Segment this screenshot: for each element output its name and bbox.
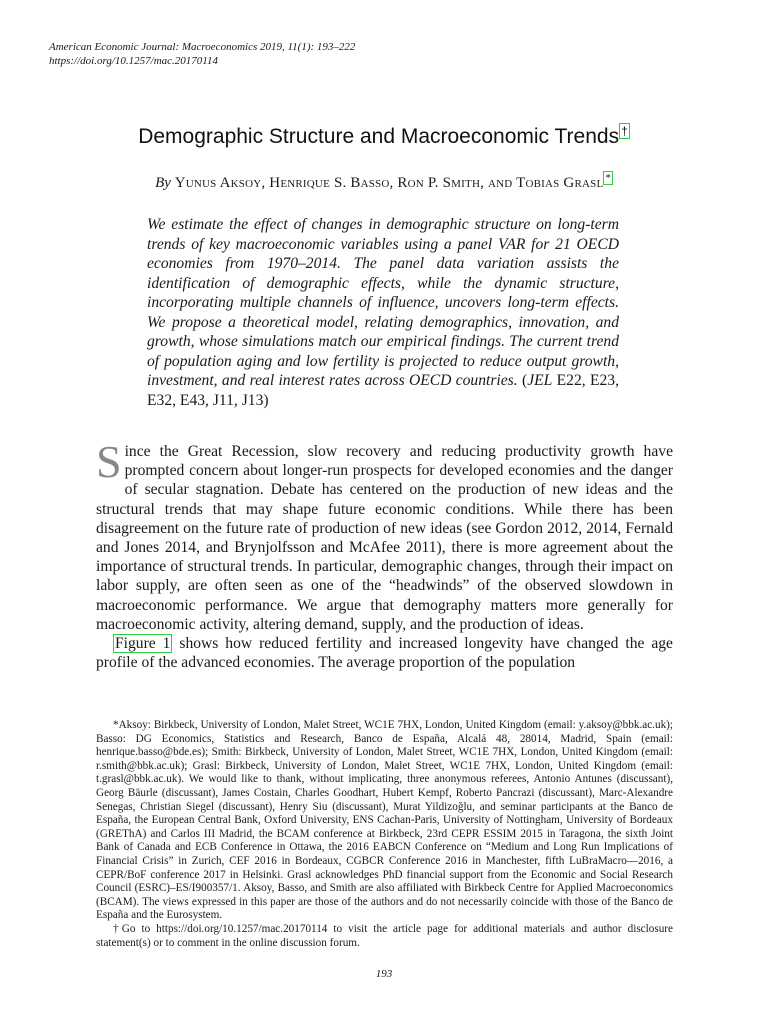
by-label: By [155, 175, 171, 191]
figure-1-link[interactable]: Figure 1 [115, 635, 171, 653]
paragraph-2 [96, 634, 673, 672]
drop-cap: S [96, 436, 122, 487]
paragraph-2-text: shows how reduced fertility and increased longevity have changed the age profile of the advanced economies. The average proportion of the population [96, 635, 673, 672]
abstract-text: We estimate the effect of changes in demographic structure on long-term trends of key macroeconomic variables using a panel VAR for 21 OECD economies from 1970–2014. The panel data variation assists the identification of demographic effects, while the dynamic structure, incorporating multiple channels of influence, uncovers long-term effects. We propose a theoretical model, relating demographics, innovation, and growth, whose simulations match our empirical findings. The current trend of population aging and low fertility is projected to reduce output growth, investment, and real interest rates across OECD countries. [147, 216, 619, 389]
abstract [147, 215, 619, 410]
doi-link[interactable]: https://doi.org/10.1257/mac.20170114 [49, 55, 218, 67]
jel-label: JEL [527, 372, 553, 389]
paragraph-1-text: ince the Great Recession, slow recovery and reducing productivity growth have prompted concern about longer-run prospects for developed economies and the danger of secular stagnation. Debate has centered on the production of new ideas and the structural trends that may shape future economic conditions. While there has been disagreement on the future rate of production of new ideas (see Gordon 2012, 2014, Fernald and Jones 2014, and Brynjolfsson and McAfee 2011), there is more agreement about the importance of structural trends. In particular, demographic changes, through their impact on labor supply, are often seen as one of the “headwinds” of the observed slowdown in macroeconomic performance. We argue that demography matters more generally for macroeconomic activity, altering demand, supply, and the production of ideas. [96, 443, 673, 633]
article-title [0, 124, 768, 149]
article-title-text: Demographic Structure and Macroeconomic Trends [138, 125, 620, 148]
journal-header [49, 40, 355, 68]
author-line [0, 172, 768, 192]
body-text [96, 436, 673, 672]
jel-codes: E22, E23, E32, E43, J11, J13) [147, 372, 619, 409]
author-footnote: *Aksoy: Birkbeck, University of London, Malet Street, WC1E 7HX, London, United Kingdom (email: y.aksoy@bbk.ac.uk); Basso: DG Economics, Statistics and Research, Banco de España, Alcalá 48, 28014, Madrid, Spain (email: henrique.basso@bde.es); Smith: Birkbeck, University of London, Malet Street, WC1E 7HX, London, United Kingdom (email: r.smith@bbk.ac.uk); Grasl: Birkbeck, University of London, Malet Street, WC1E 7HX, London, United Kingdom (email: t.grasl@bbk.ac.uk). We would like to thank, without implicating, three anonymous referees, Antonio Antunes (discussant), Georg Bäurle (discussant), James Costain, Charles Goodhart, Hubert Kempf, Roberto Pancrazi (discussant), Marc-Alexandre Senegas, Christian Siegel (discussant), Henry Siu (discussant), Murat Yildizoğlu, and seminar participants at the Banco de España, the European Central Bank, Oxford University, ENS Cachan-Paris, University of Nottingham, University of Bordeaux (GREThA) and Carlos III Madrid, the BCAM conference at Birkbeck, 23rd CEPR ESSIM 2015 in Taragona, the sixth Joint Bank of Canada and ECB Conference in Ottawa, the 2016 EABCN Conference on “Medium and Long Run Implications of Financial Crisis” in Zurich, CEF 2016 in Bordeaux, CGBCR Conference 2016 in Manchester, fifth LuBraMacro—2016, a CEPR/BoF conference 2017 in Helsinki. Grasl acknowledges PhD financial support from the Economic and Social Research Council (ESRC)–ES/I900357/1. Aksoy, Basso, and Smith are also affiliated with Birkbeck Centre for Applied Macroeconomics (BCAM). The views expressed in this paper are those of the authors and do not necessarily coincide with those of the Banco de España and the Eurosystem. [96, 719, 673, 922]
author-names: Yunus Aksoy, Henrique S. Basso, Ron P. Smith, and Tobias Grasl [174, 175, 604, 191]
footnotes [96, 719, 673, 950]
page-number: 193 [375, 968, 393, 980]
title-footnote: †Go to https://doi.org/10.1257/mac.20170114 to visit the article page for additional materials and author disclosure statement(s) or to comment in the online discussion forum. [96, 922, 673, 949]
paragraph-1 [96, 436, 673, 634]
title-footnote-link[interactable]: † [621, 124, 628, 138]
author-footnote-link[interactable]: * [605, 172, 611, 184]
journal-citation: American Economic Journal: Macroeconomics 2019, 11(1): 193–222 [49, 41, 356, 53]
jel-open: ( [521, 372, 528, 389]
